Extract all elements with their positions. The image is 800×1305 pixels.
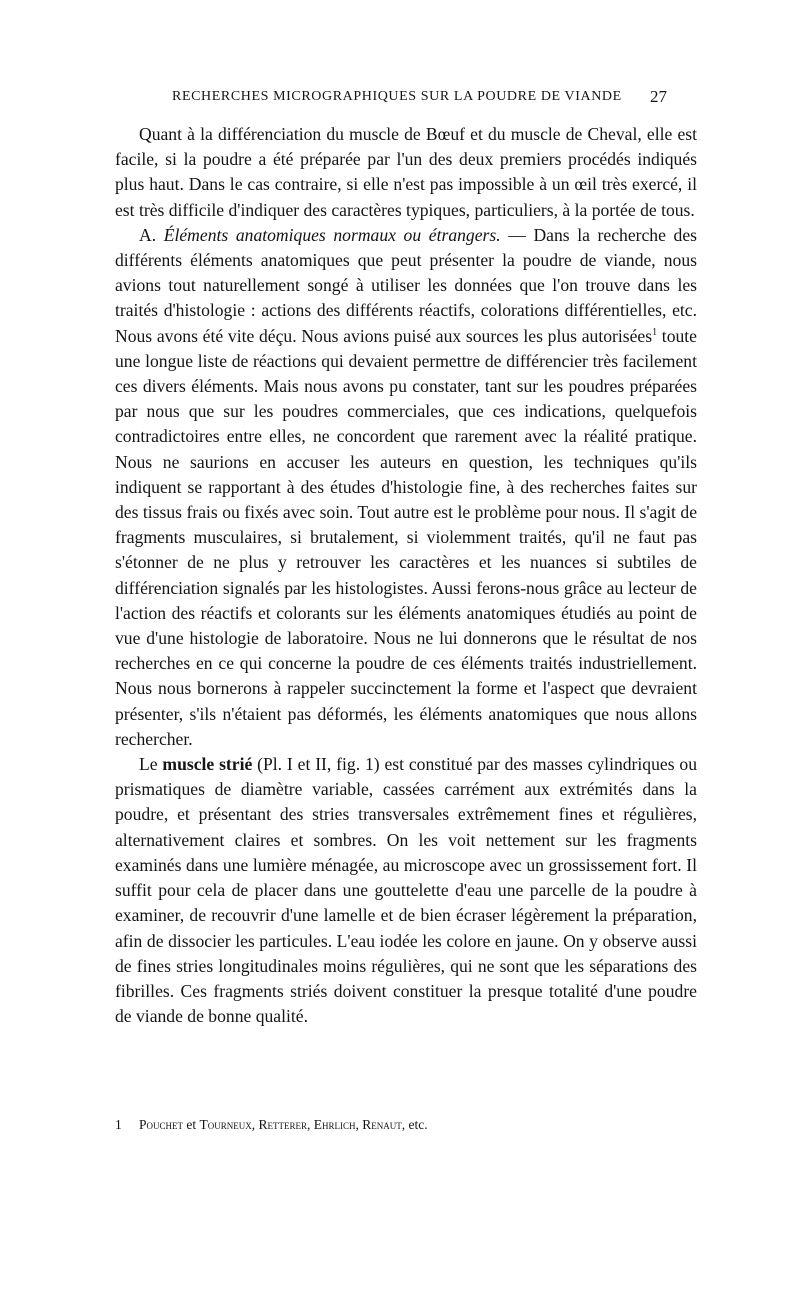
footnote-author: Pouchet bbox=[139, 1117, 184, 1132]
body-text bbox=[115, 122, 697, 1029]
footnote-separator: , bbox=[355, 1117, 363, 1132]
footnote-author: Tourneux bbox=[199, 1117, 252, 1132]
footnote-author: Renaut bbox=[362, 1117, 402, 1132]
running-title: RECHERCHES MICROGRAPHIQUES SUR LA POUDRE DE VIANDE bbox=[172, 89, 622, 104]
footnote-author: Ehrlich bbox=[313, 1117, 356, 1132]
footnote-author: Retterer bbox=[258, 1117, 308, 1132]
footnote-mark: 1 bbox=[115, 1117, 122, 1132]
paragraph-anatomical-elements bbox=[115, 223, 697, 752]
footnote-separator: , bbox=[251, 1117, 259, 1132]
section-letter: A. bbox=[139, 224, 157, 245]
paragraph-text-a: — Dans la recherche des différents éléments anatomiques que peut présenter la poudre de viande, nous avions tout naturellement songé à utiliser les données que l'on trouve dans les traités d'histologie : actions des différents réactifs, colorations différentielles, etc. Nous avons été vite déçu. Nous avions puisé aux sources les plus autorisées bbox=[115, 224, 697, 346]
paragraph-striated-muscle bbox=[115, 752, 697, 1029]
section-heading: Éléments anatomiques normaux ou étrangers. bbox=[163, 224, 501, 245]
footnote-separator: , bbox=[307, 1117, 314, 1132]
term-heading: muscle strié bbox=[162, 754, 253, 775]
footnote-tail: , etc. bbox=[401, 1117, 428, 1132]
paragraph-text: (Pl. I et II, fig. 1) est constitué par des masses cylindriques ou prismatiques de diamètre variable, cassées carrément aux extrémités dans la poudre, et présentant des stries transversales extrêmement fines et régulières, alternativement claires et sombres. On les voit nettement sur les fragments examinés dans une lumière ménagée, au microscope avec un grossissement fort. Il suffit pour cela de placer dans une gouttelette d'eau une parcelle de la poudre à examiner, de recouvrir d'une lamelle et de bien écraser légèrement la préparation, afin de dissocier les particules. L'eau iodée les colore en jaune. On y observe aussi de fines stries longitudinales moins régulières, qui ne sont que les séparations des fibrilles. Ces fragments striés doivent constituer la presque totalité d'une poudre de viande de bonne qualité. bbox=[115, 754, 697, 1027]
paragraph-text-b: toute une longue liste de réactions qui devaient permettre de différencier très facilement ces divers éléments. Mais nous avons pu constater, tant sur les poudres préparées par nous que sur les poudres commerciales, que ces indications, quelquefois contradictoires entre elles, ne concordent que rarement avec la réalité pratique. Nous ne saurions en accuser les auteurs en question, les techniques qu'ils indiquent se rapportant à des études d'histologie fine, à des recherches faites sur des tissus frais ou fixés avec soin. Tout autre est le problème pour nous. Il s'agit de fragments musculaires, si brutalement, si violemment traités, qu'il ne faut pas s'étonner de ne plus y retrouver les caractères et les nuances si subtiles de différenciation signalés par les histologistes. Aussi ferons-nous grâce au lecteur de l'action des réactifs et colorants sur les éléments anatomiques étudiés au point de vue d'une histologie de laboratoire. Nous ne lui donnerons que le résultat de nos recherches en ce qui concerne la poudre de ces éléments traités industriellement. Nous nous bornerons à rappeler succinctement la forme et l'aspect que devraient présenter, s'ils n'étaient pas déformés, les éléments anatomiques que nous allons rechercher. bbox=[115, 325, 697, 749]
footnote-conjunction: et bbox=[183, 1117, 200, 1132]
page-number: 27 bbox=[650, 87, 667, 106]
footnote-reference: 1 bbox=[652, 326, 658, 338]
paragraph-lead: Le bbox=[139, 754, 163, 775]
paragraph-differentiation: Quant à la différenciation du muscle de Bœuf et du muscle de Cheval, elle est facile, si la poudre a été préparée par l'un des deux premiers procédés indiqués plus haut. Dans le cas contraire, si elle n'est pas impossible à un œil très exercé, il est très difficile d'indiquer des caractères typiques, particuliers, à la portée de tous. bbox=[115, 124, 697, 220]
footnote bbox=[115, 1116, 697, 1134]
